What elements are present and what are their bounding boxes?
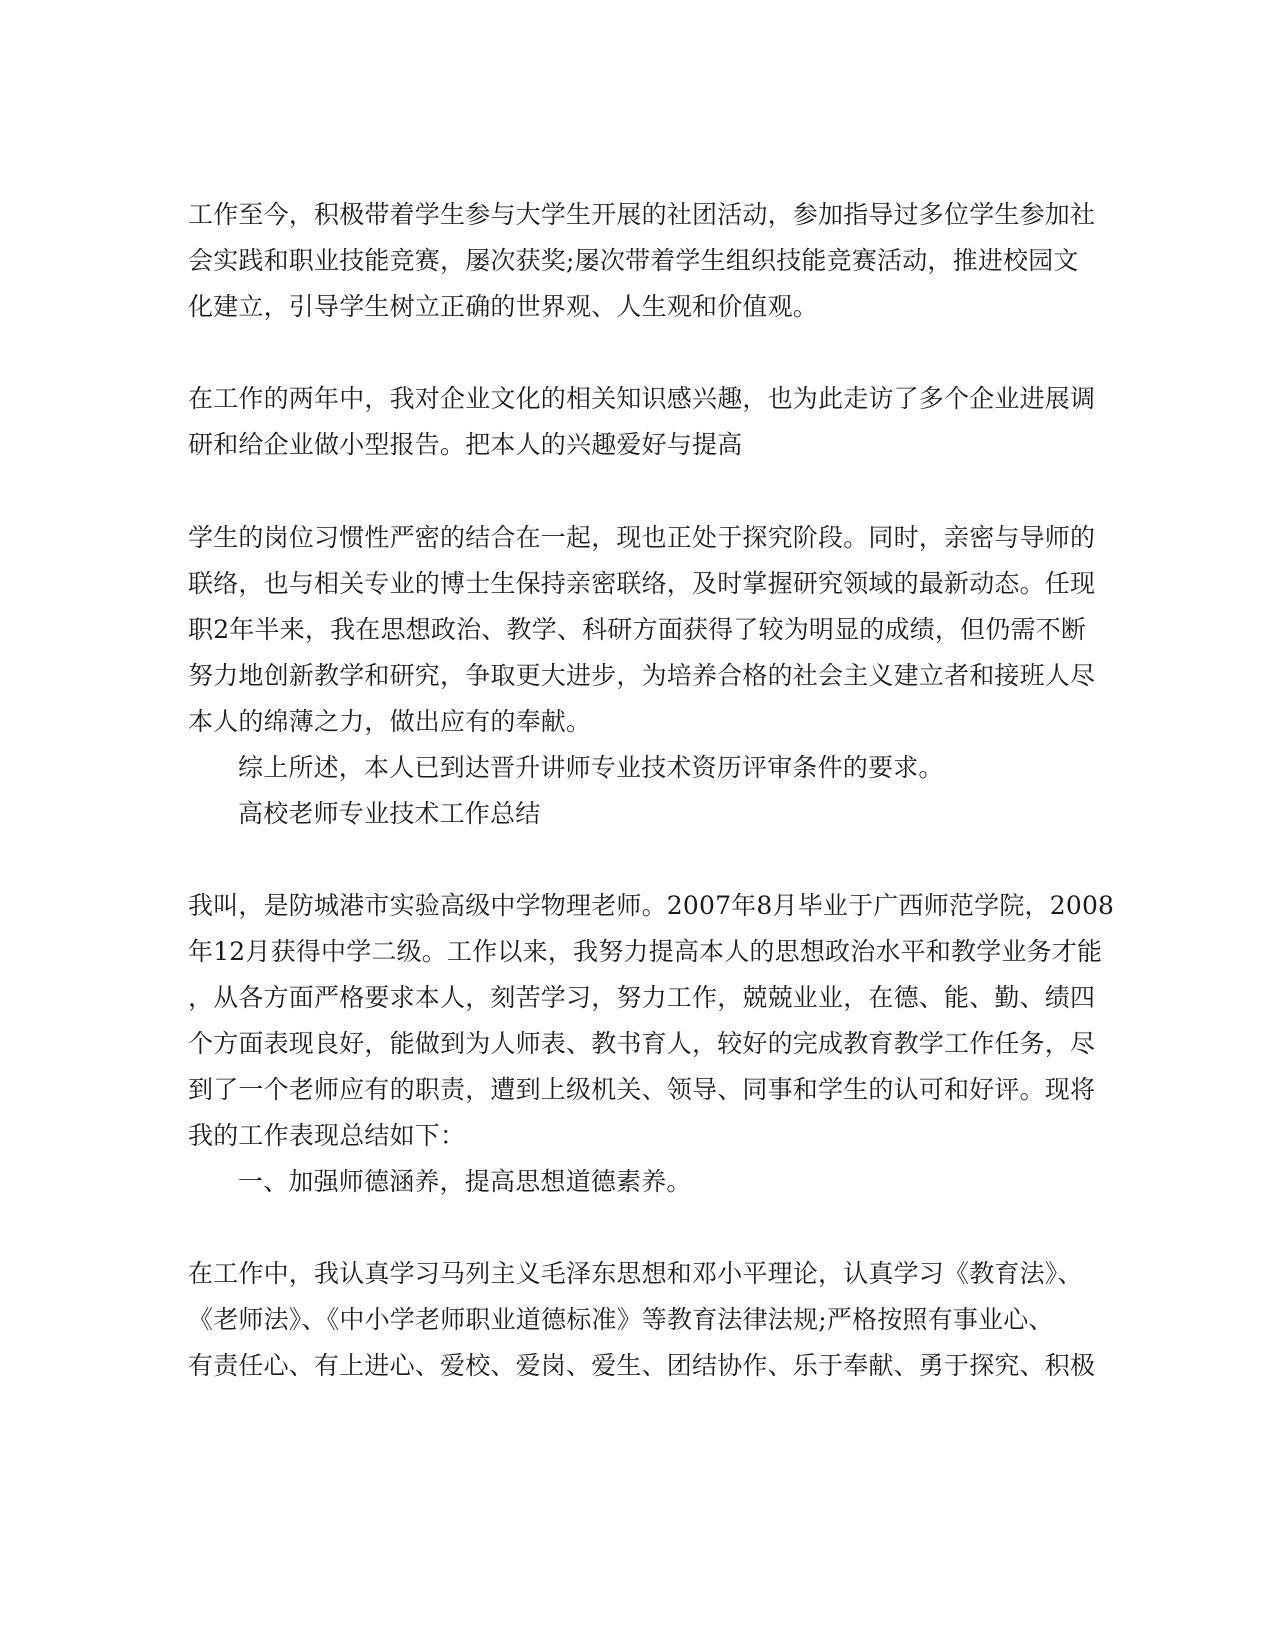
- paragraph-line: 会实践和职业技能竞赛，屡次获奖;屡次带着学生组织技能竞赛活动，推进校园文: [188, 246, 1079, 275]
- paragraph-line: 联络，也与相关专业的博士生保持亲密联络，及时掌握研究领域的最新动态。任现: [188, 569, 1096, 598]
- paragraph-line: 年12月获得中学二级。工作以来，我努力提高本人的思想政治水平和教学业务才能: [188, 937, 1103, 966]
- paragraph-line: 在工作的两年中，我对企业文化的相关知识感兴趣，也为此走访了多个企业进展调: [188, 384, 1096, 413]
- paragraph-line: 到了一个老师应有的职责，遭到上级机关、领导、同事和学生的认可和好评。现将: [188, 1075, 1096, 1104]
- paragraph-line: 个方面表现良好，能做到为人师表、教书育人，较好的完成教育教学工作任务，尽: [188, 1029, 1096, 1058]
- paragraph-line: 化建立，引导学生树立正确的世界观、人生观和价值观。: [188, 292, 819, 321]
- paragraph-line: 有责任心、有上进心、爱校、爱岗、爱生、团结协作、乐于奉献、勇于探究、积极: [188, 1351, 1096, 1380]
- paragraph-line: 在工作中，我认真学习马列主义毛泽东思想和邓小平理论，认真学习《教育法》、: [188, 1259, 1083, 1288]
- paragraph-line: 我的工作表现总结如下：: [188, 1121, 466, 1150]
- paragraph-line: 努力地创新教学和研究，争取更大进步，为培养合格的社会主义建立者和接班人尽: [188, 661, 1096, 690]
- paragraph-line: ，从各方面严格要求本人，刻苦学习，努力工作，兢兢业业，在德、能、勤、绩四: [188, 983, 1096, 1012]
- paragraph-line: 学生的岗位习惯性严密的结合在一起，现也正处于探究阶段。同时，亲密与导师的: [188, 523, 1096, 552]
- paragraph-line: 综上所述，本人已到达晋升讲师专业技术资历评审条件的要求。: [238, 753, 944, 782]
- paragraph-line: 本人的绵薄之力，做出应有的奉献。: [188, 707, 592, 736]
- paragraph-line: 工作至今，积极带着学生参与大学生开展的社团活动，参加指导过多位学生参加社: [188, 200, 1096, 229]
- paragraph-line: 职2年半来，我在思想政治、教学、科研方面获得了较为明显的成绩，但仍需不断: [188, 615, 1087, 644]
- paragraph-line: 研和给企业做小型报告。把本人的兴趣爱好与提高: [188, 430, 743, 459]
- section-heading: 一、加强师德涵养，提高思想道德素养。: [238, 1167, 692, 1196]
- paragraph-line: 我叫，是防城港市实验高级中学物理老师。2007年8月毕业于广西师范学院，2008: [188, 891, 1115, 920]
- section-heading: 高校老师专业技术工作总结: [238, 799, 541, 828]
- paragraph-line: 《老师法》、《中小学老师职业道德标准》等教育法律法规;严格按照有事业心、: [188, 1305, 1054, 1334]
